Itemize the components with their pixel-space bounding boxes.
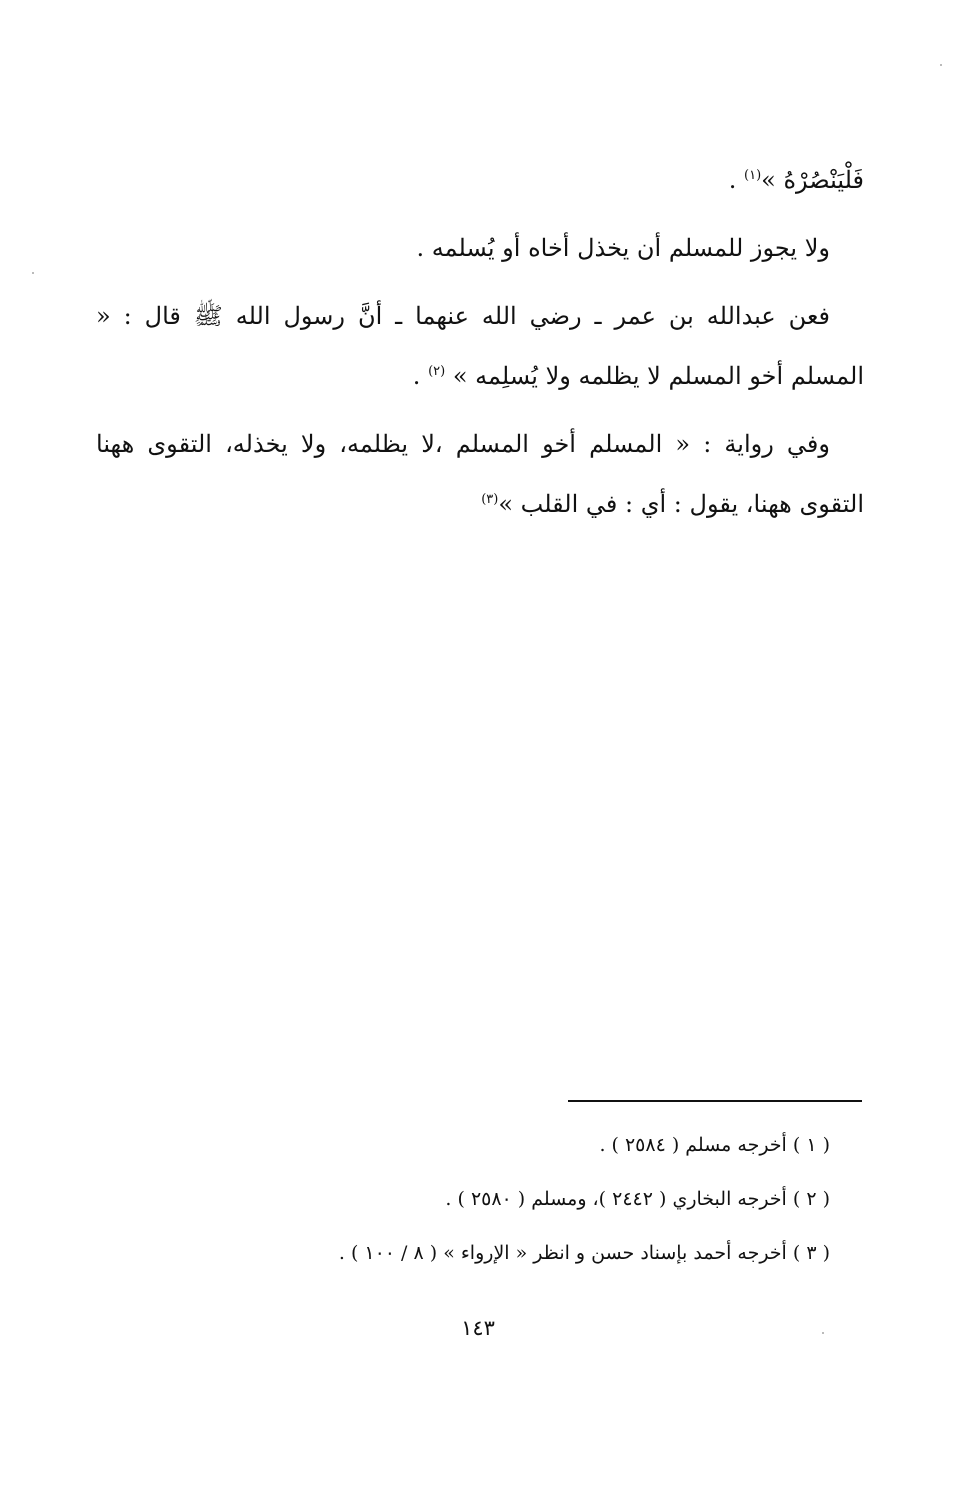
footnote-1: ( ١ ) أخرجه مسلم ( ٢٥٨٤ ) .: [599, 1134, 830, 1156]
footnotes: [200, 1118, 830, 1280]
footnote-ref-2: (٢): [428, 364, 446, 379]
paragraph-2: ولا يجوز للمسلم أن يخذل أخاه أو يُسلمه .: [416, 234, 830, 262]
footnote-ref-3: (٣): [481, 492, 499, 507]
paragraph-3-text: فعن عبدالله بن عمر ـ رضي الله عنهما ـ أنَّ رسول الله ﷺ قال : « المسلم أخو المسلم لا يظلمه ولا يُسلِمه »: [96, 302, 864, 390]
paragraph-3-end: .: [412, 362, 421, 390]
scan-speck: [32, 272, 34, 274]
scan-speck: [940, 64, 942, 66]
footnote-2: ( ٢ ) أخرجه البخاري ( ٢٤٤٢ )، ومسلم ( ٢٥٨٠ ) .: [445, 1188, 830, 1210]
main-text: [96, 150, 864, 542]
paragraph-4-text: وفي رواية : « المسلم أخو المسلم ،لا يظلمه، ولا يخذله، التقوى ههنا التقوى ههنا، يقول : أي : في القلب »: [96, 430, 864, 518]
paragraph-4: [96, 414, 864, 534]
paragraph-1-text: فَلْيَنْصُرْهُ »: [761, 166, 864, 194]
page-number: ١٤٣: [461, 1316, 495, 1340]
footnote-ref-1: (١): [744, 168, 762, 183]
footnote-3: ( ٣ ) أخرجه أحمد بإسناد حسن و انظر « الإرواء » ( ٨ / ١٠٠ ) .: [338, 1242, 830, 1264]
paragraph-3: [96, 286, 864, 406]
paragraph-1-end: .: [728, 166, 737, 194]
scan-speck: [822, 1332, 824, 1334]
footnote-divider: [568, 1100, 862, 1102]
paragraph-1: [96, 150, 864, 210]
